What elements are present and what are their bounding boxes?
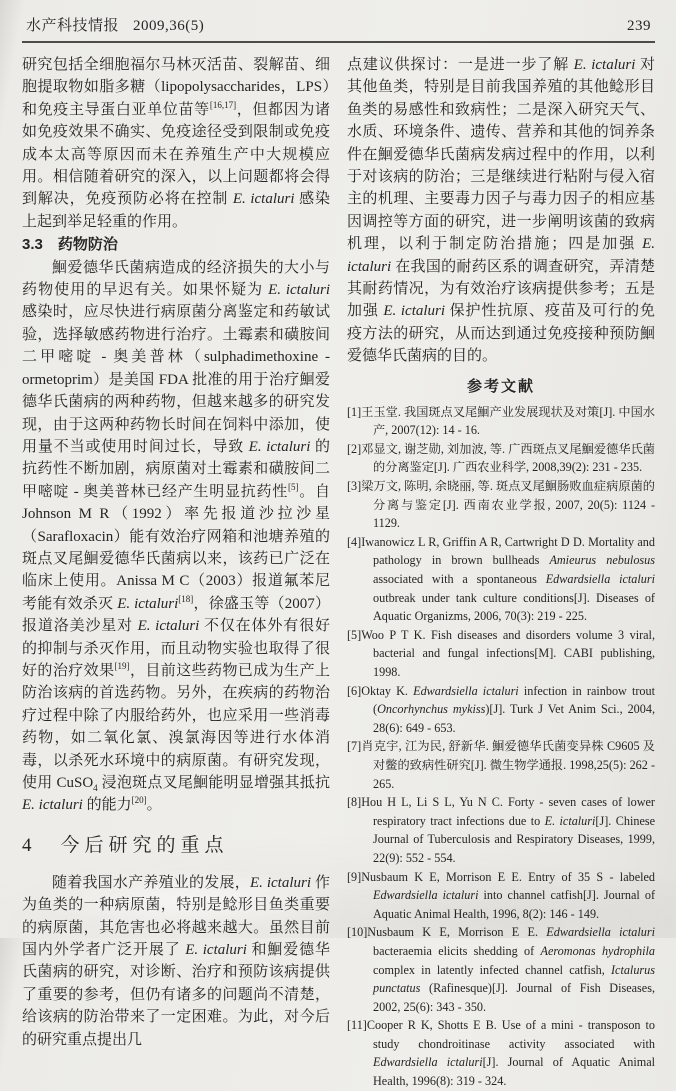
reference-item: [5]Woo P T K. Fish diseases and disorders volume 3 viral, bacterial and fungal infections[M]. CABI publishing, 1998.: [347, 627, 655, 679]
reference-item: [7]肖克宇, 江为民, 舒新华. 鮰爱德华氏菌变异株 C9605 及对鳖的致病性研究[J]. 微生物学通报. 1998,25(5): 262 - 265.: [347, 739, 655, 791]
right-column: [347, 54, 655, 1091]
heading-drug-control: 3.3 药物防治: [22, 236, 118, 254]
reference-item: [1]王玉堂. 我国斑点叉尾鮰产业发展现状及对策[J]. 中国水产, 2007(12): 14 - 16.: [347, 404, 655, 438]
reference-item: [11]Cooper R K, Shotts E B. Use of a mini - transposon to study chondroitinase activity associated with Edwardsiella ictaluri[J]. Journal of Aquatic Animal Health, 1996(8): 319 - 324.: [347, 1018, 655, 1089]
reference-item: [9]Nusbaum K E, Morrison E E. Entry of 35 S - labeled Edwardsiella ictaluri into channel catfish[J]. Journal of Aquatic Animal Health, 1996, 8(2): 146 - 149.: [347, 869, 655, 921]
left-column: [22, 54, 330, 1091]
page-number: 239: [627, 18, 651, 34]
journal-title-and-issue: [26, 14, 204, 35]
reference-item: [6]Oktay K. Edwardsiella ictaluri infection in rainbow trout (Oncorhynchus mykiss)[J]. Turk J Vet Anim Sci., 2004, 28(6): 649 - 653.: [347, 683, 655, 735]
references-list: [347, 403, 655, 1091]
reference-item: [2]邓显文, 谢芝勋, 刘加波, 等. 广西斑点叉尾鮰爱德华氏菌的分离鉴定[J]. 广西农业科学, 2008,39(2): 231 - 235.: [347, 441, 655, 475]
reference-item: [8]Hou H L, Li S L, Yu N C. Forty - seven cases of lower respiratory tract infections due to E. ictaluri[J]. Chinese Journal of Tuberculosis and Respiratory Diseases, 1999, 22(9): 552 - 554.: [347, 795, 656, 865]
reference-item: [10]Nusbaum K E, Morrison E E. Edwardsiella ictaluri bacteraemia elicits shedding of Aeromonas hydrophila complex in latently infected channel catfish, Ictalurus punctatus (Rafinesque)[J]. Journal of Fish Diseases, 2002, 25(6): 343 - 350.: [347, 925, 655, 1014]
reference-item: [4]Iwanowicz L R, Griffin A R, Cartwright D D. Mortality and pathology in brown bullheads Amieurus nebulosus associated with a spontaneous Edwardsiella ictaluri outbreak under tank culture conditions[J]. Diseases of Aquatic Organizms, 2006, 70(3): 219 - 225.: [347, 534, 655, 624]
reference-item: [3]梁万文, 陈明, 余晓丽, 等. 斑点叉尾鮰肠败血症病原菌的分离与鉴定[J]. 西南农业学报, 2007, 20(5): 1124 - 1129.: [347, 479, 655, 531]
two-column-body: [22, 54, 655, 1091]
journal-title: 水产科技情报: [26, 18, 120, 34]
references-heading: 参考文献: [466, 377, 535, 395]
running-header: [22, 12, 655, 43]
paragraph-vaccine-continuation: 研究包括全细胞福尔马林灭活苗、裂解苗、细胞提取物如脂多糖（lipopolysaccharides，LPS）和免疫主导蛋白亚单位苗等[16,17]，但都因为诸如免疫效果不确实、免疫途径受到限制或免疫成本太高等原因而未在养殖生产中大规模应用。相信随着研究的深入，以上问题都将会得到解决，免疫预防必将在控制 E. ictaluri 感染上起到举足轻重的作用。: [22, 57, 330, 230]
paragraph-suggestions: 点建议供探讨：一是进一步了解 E. ictaluri 对其他鱼类，特别是目前我国养殖的其他鲶形目鱼类的易感性和致病性；二是深入研究天气、水质、环境条件、遗传、营养和其他的饲养条件在鮰爱德华氏菌病发病过程中的作用，以利于对该病的防治；三是继续进行粘附与侵入宿主的机理、主要毒力因子与毒力因子的相应基因调控等方面的研究，进一步阐明该菌的致病机理，以利于制定防治措施；四是加强 E. ictaluri 在我国的耐药区系的调查研究，弄清楚其耐药情况，为有效治疗该病提供参考；五是加强 E. ictaluri 保护性抗原、疫苗及可行的免疫方法的研究，从而达到通过免疫接种预防鮰爱德华氏菌病的目的。: [347, 57, 655, 365]
heading-future-research: 4 今后研究的重点: [22, 834, 229, 856]
paragraph-future-research: 随着我国水产养殖业的发展，E. ictaluri 作为鱼类的一种病原菌，特别是鲶形目鱼类重要的病原菌，其危害也必将越来越大。虽然目前国内外学者广泛开展了 E. ictaluri 和鮰爱德华氏菌病的研究，对诊断、治疗和预防该病提供了重要的参考，但仍有诸多的问题尚不清楚，给该病的防治带来了一定困难。为此，对今后的研究重点提出几: [22, 874, 330, 1048]
paragraph-drug-control: 鮰爱德华氏菌病造成的经济损失的大小与药物使用的早迟有关。如果怀疑为 E. ictaluri 感染时，应尽快进行病原菌分离鉴定和药敏试验，选择敏感药物进行治疗。土霉素和磺胺间二甲嘧啶 - 奥美普林（sulphadimethoxine - ormetoprim）是美国 FDA 批准的用于治疗鮰爱德华氏菌病的两种药物，但越来越多的研究发现，由于这两种药物长时间在饲料中添加，使用量不当或使用时间过长，导致 E. ictaluri 的抗药性不断加剧，病原菌对土霉素和磺胺间二甲嘧啶 - 奥美普林已经产生明显抗药性[5]。自 Johnson M R（1992）率先报道沙拉沙星（Sarafloxacin）能有效治疗网箱和池塘养殖的斑点叉尾鮰爱德华氏菌病以来，该药已广泛在临床上使用。Anissa M C（2003）报道氟苯尼考能有效杀灭 E. ictaluri[18]，徐盛玉等（2007）报道洛美沙星对 E. ictaluri 不仅在体外有很好的抑制与杀灭作用，而且动物实验也取得了很好的治疗效果[19]，目前这些药物已成为生产上防治该病的首选药物。另外，在疾病的药物治疗过程中除了内服给药外，也应采用一些消毒药物，如二氧化氯、溴氯海因等进行水体消毒，以杀死水环境中的病原菌。有研究发现，使用 CuSO$_4$ 浸泡斑点叉尾鮰能明显增强其抵抗 E. ictaluri 的能力[20]。: [22, 259, 330, 814]
journal-issue: 2009,36(5): [133, 18, 205, 34]
